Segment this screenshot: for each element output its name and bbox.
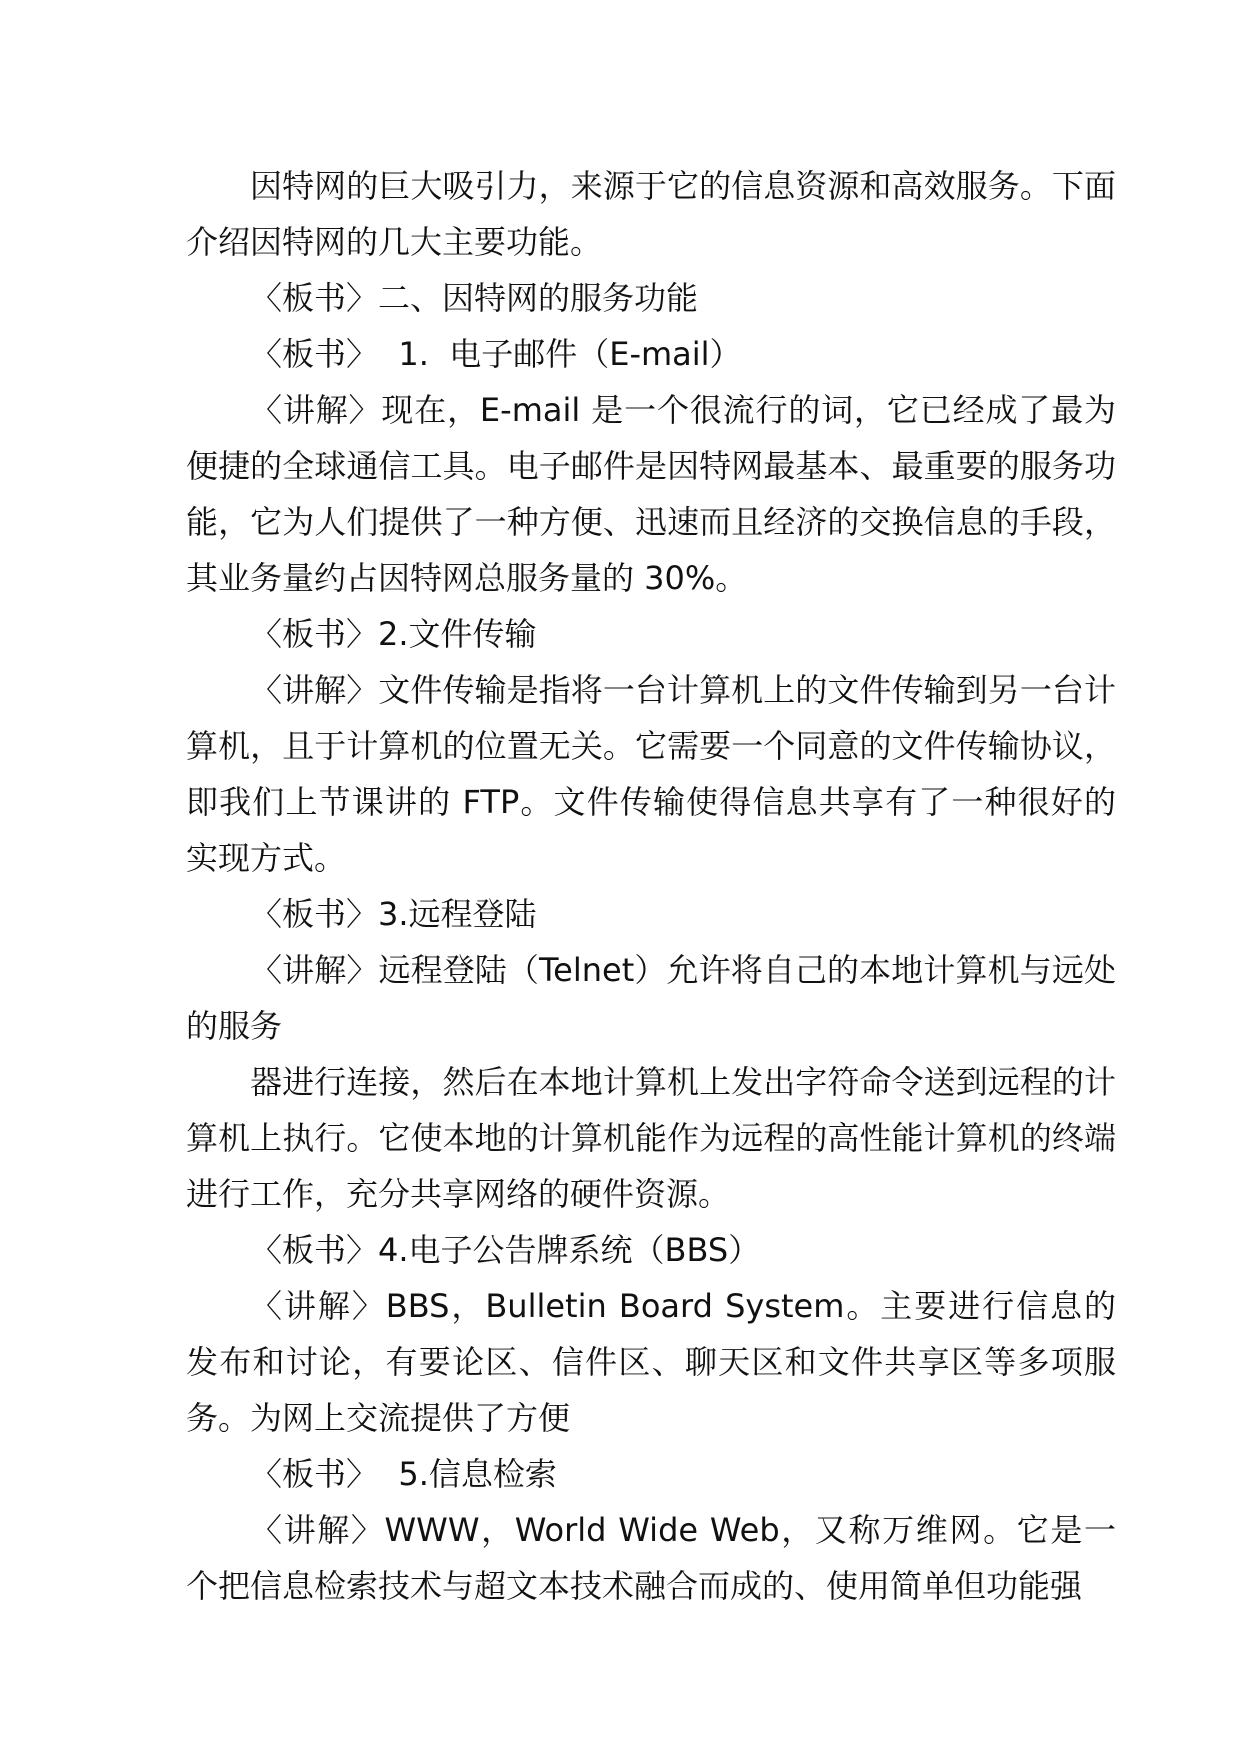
paragraph-explain-remote-login-1: 〈讲解〉远程登陆（Telnet）允许将自己的本地计算机与远处的服务: [186, 951, 1116, 1045]
paragraph-heading-bbs: 〈板书〉4.电子公告牌系统（BBS）: [250, 1231, 761, 1269]
paragraph-heading-file-transfer: 〈板书〉2.文件传输: [250, 615, 537, 653]
paragraph-explain-email: 〈讲解〉现在，E-mail 是一个很流行的词，它已经成了最为便捷的全球通信工具。电子邮件是因特网最基本、最重要的服务功能，它为人们提供了一种方便、迅速而且经济的交换信息的手段，其业务量约占因特网总服务量的 30%。: [186, 391, 1116, 597]
paragraph-intro: 因特网的巨大吸引力，来源于它的信息资源和高效服务。下面介绍因特网的几大主要功能。: [186, 167, 1116, 261]
paragraph-explain-www: 〈讲解〉WWW，World Wide Web，又称万维网。它是一个把信息检索技术与超文本技术融合而成的、使用简单但功能强: [186, 1511, 1116, 1605]
paragraph-heading-remote-login: 〈板书〉3.远程登陆: [250, 895, 537, 933]
paragraph-heading-email: 〈板书〉 1. 电子邮件（E-mail）: [250, 335, 742, 373]
document-body: [186, 158, 1116, 1614]
paragraph-explain-file-transfer: 〈讲解〉文件传输是指将一台计算机上的文件传输到另一台计算机，且于计算机的位置无关。它需要一个同意的文件传输协议，即我们上节课讲的 FTP。文件传输使得信息共享有了一种很好的实现方式。: [186, 671, 1116, 877]
paragraph-explain-remote-login-2: 器进行连接，然后在本地计算机上发出字符命令送到远程的计算机上执行。它使本地的计算机能作为远程的高性能计算机的终端进行工作，充分共享网络的硬件资源。: [186, 1063, 1116, 1213]
paragraph-heading-info-search: 〈板书〉 5.信息检索: [250, 1455, 557, 1493]
paragraph-explain-bbs: 〈讲解〉BBS，Bulletin Board System。主要进行信息的发布和讨论，有要论区、信件区、聊天区和文件共享区等多项服务。为网上交流提供了方便: [186, 1287, 1116, 1437]
paragraph-heading-services: 〈板书〉二、因特网的服务功能: [250, 279, 699, 317]
